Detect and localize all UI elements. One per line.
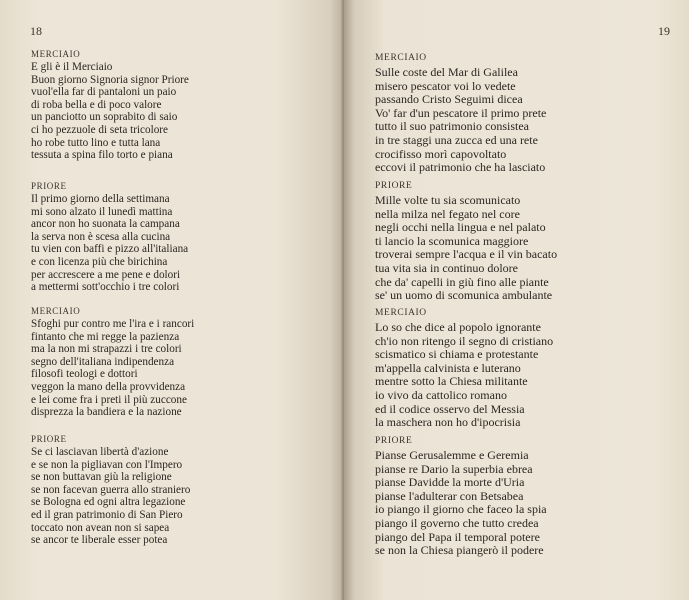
verse-line: mi sono alzato il lunedì mattina <box>31 205 173 218</box>
verse-line: io vivo da cattolico romano <box>375 387 507 402</box>
verse-line: ci ho pezzuole di seta tricolore <box>31 123 168 136</box>
verse-line: piango del Papa il temporal potere <box>375 529 540 544</box>
verse-line: ma la non mi strapazzi i tre colori <box>31 343 182 356</box>
verse-line: segno dell'italiana indipendenza <box>31 355 175 368</box>
stanza <box>31 305 194 419</box>
verse-line: Sfoghi pur contro me l'ira e i rancori <box>31 318 195 330</box>
verse-line: scismatico si chiama e protestante <box>375 347 539 362</box>
verse-line: tu vien con baffi e pizzo all'italiana <box>31 243 189 256</box>
verse-line: fintanto che mi regge la pazienza <box>31 330 180 343</box>
verse-line: la maschera non ho d'ipocrisia <box>375 415 521 430</box>
speaker-label: PRIORE <box>31 434 67 444</box>
verse-line: Il primo giorno della settimana <box>31 193 170 205</box>
stanza <box>375 52 546 175</box>
page-number-right: 19 <box>658 24 670 38</box>
verse-line: se Bologna ed ogni altra legazione <box>31 496 186 509</box>
verse-line: Lo so che dice al popolo ignorante <box>375 320 541 334</box>
speaker-label: MERCIAIO <box>31 49 81 59</box>
verse-line: Pianse Gerusalemme e Geremia <box>375 448 529 462</box>
verse-line: se' un uomo di scomunica ambulante <box>375 288 553 303</box>
verse-line: che da' capelli in giù fino alle piante <box>375 274 549 289</box>
verse-line: a mettermi sott'occhio i tre colori <box>31 281 180 294</box>
verse-line: se ancor te liberale esser potea <box>31 534 168 547</box>
verse-line: tua vita sia in continuo dolore <box>375 260 518 275</box>
stanza <box>375 435 547 558</box>
verse-line: ed il codice osservo del Messia <box>375 401 525 416</box>
verse-line: Mille volte tu sia scomunicato <box>375 193 521 207</box>
verse-line: veggon la mano della provvidenza <box>31 380 186 393</box>
verse-line: tutto il suo patrimonio consistea <box>375 119 529 134</box>
speaker-label: MERCIAIO <box>375 53 427 63</box>
verse-line: ho robe tutto lino e tutta lana <box>31 136 161 149</box>
speaker-label: PRIORE <box>375 436 413 446</box>
verse-line: ancor non ho suonata la campana <box>31 218 180 231</box>
verse-line: eccovi il patrimonio che ha lasciato <box>375 160 546 175</box>
verse-line: vuol'ella far di pantaloni un paio <box>31 86 177 99</box>
stanza <box>31 180 188 294</box>
verse-line: io piango il giorno che faceo la spia <box>375 502 547 517</box>
verse-line: di roba bella e di poco valore <box>31 98 162 111</box>
verse-line: m'appella calvinista e luterano <box>375 360 521 375</box>
stanza <box>375 307 553 430</box>
verse-line: pianse re Dario la superbia ebrea <box>375 461 533 476</box>
verse-line: un panciotto un soprabito di saio <box>31 111 178 124</box>
verse-line: passando Cristo Seguimi dicea <box>375 92 523 107</box>
verse-line: se non facevan guerra allo straniero <box>31 483 191 496</box>
verse-line: disprezza la bandiera e la nazione <box>31 406 182 419</box>
left-page <box>0 0 344 600</box>
verse-line: ti lancio la scomunica maggiore <box>375 233 529 248</box>
verse-line: filosofi teologi e dottori <box>31 368 138 381</box>
verse-line: Buon giorno Signoria signor Priore <box>31 73 189 86</box>
speaker-label: MERCIAIO <box>375 308 427 318</box>
speaker-label: MERCIAIO <box>31 306 81 316</box>
verse-line: Se ci lasciavan libertà d'azione <box>31 446 169 458</box>
verse-line: la serva non è scesa alla cucina <box>31 230 171 243</box>
verse-line: se non la Chiesa piangerò il podere <box>375 543 544 558</box>
stanza <box>31 48 189 162</box>
verse-line: negli occhi nella lingua e nel palato <box>375 220 546 235</box>
verse-line: tessuta a spina filo torto e piana <box>31 149 173 162</box>
stanza <box>31 433 190 547</box>
verse-line: e lei come fra i preti il più zuccone <box>31 393 187 406</box>
verse-line: nella milza nel fegato nel core <box>375 206 520 221</box>
verse-line: E gli è il Merciaio <box>31 61 113 73</box>
verse-line: per accrescere a me pene e dolori <box>31 268 181 281</box>
speaker-label: PRIORE <box>31 181 67 191</box>
verse-line: e se non la pigliavan con l'Impero <box>31 458 183 471</box>
speaker-label: PRIORE <box>375 181 413 191</box>
verse-line: Vo' far d'un pescatore il primo prete <box>375 105 547 120</box>
verse-line: pianse l'adulterar con Betsabea <box>375 488 524 503</box>
verse-line: e con licenza più che birichina <box>31 255 168 268</box>
verse-line: ed il gran patrimonio di San Piero <box>31 508 183 521</box>
verse-line: pianse Davidde la morte d'Uria <box>375 475 525 490</box>
verse-line: toccato non avean non si sapea <box>31 521 170 534</box>
verse-line: ch'io non ritengo il segno di cristiano <box>375 333 554 348</box>
right-page <box>344 0 689 600</box>
verse-line: mentre sotto la Chiesa militante <box>375 374 528 389</box>
verse-line: se non buttavan giù la religione <box>31 471 172 484</box>
verse-line: Sulle coste del Mar di Galilea <box>375 65 518 79</box>
verse-line: in tre staggi una zucca ed una rete <box>375 132 538 147</box>
page-number-left: 18 <box>30 24 42 38</box>
verse-line: misero pescator voi lo vedete <box>375 78 516 93</box>
verse-line: piango il governo che tutto credea <box>375 515 539 530</box>
verse-line: troverai sempre l'acqua e il vin bacato <box>375 247 558 262</box>
verse-line: crocifisso morì capovoltato <box>375 146 507 161</box>
stanza <box>375 180 557 303</box>
